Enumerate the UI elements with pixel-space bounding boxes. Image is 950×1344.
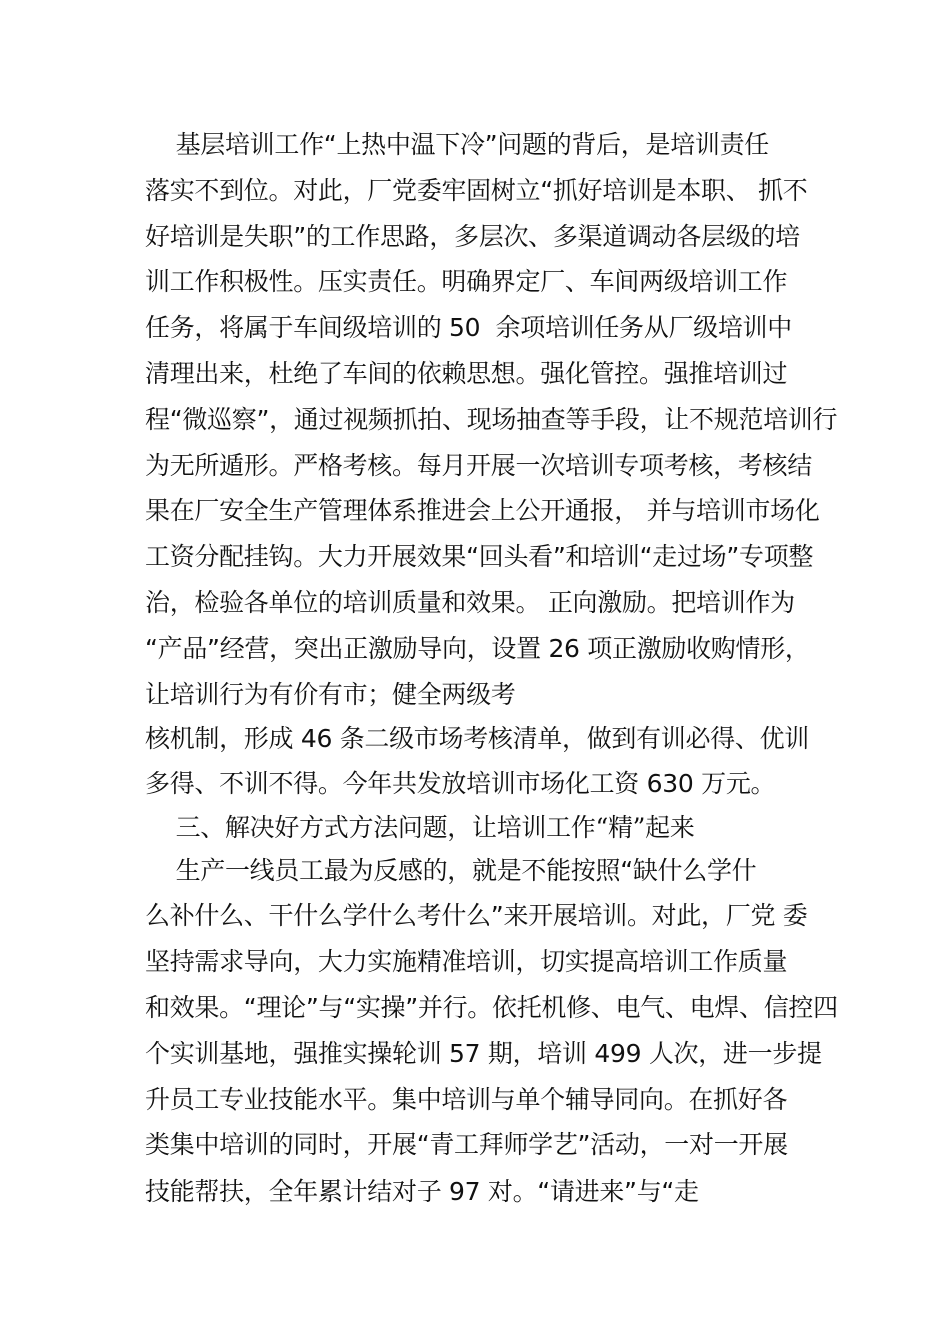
paragraph-line: 技能帮扶，全年累计结对子 97 对。“请进来”与“走 (145, 1177, 699, 1206)
paragraph-line: 坚持需求导向，大力实施精准培训，切实提高培训工作质量 (145, 947, 788, 976)
paragraph-line: 落实不到位。对此，厂党委牢固树立“抓好培训是本职、 抓不 (145, 176, 808, 205)
paragraph-line: 治，检验各单位的培训质量和效果。 正向激励。把培训作为 (145, 588, 795, 617)
paragraph-line: 工资分配挂钩。大力开展效果“回头看”和培训“走过场”专项整 (145, 542, 814, 571)
paragraph-line: 升员工专业技能水平。集中培训与单个辅导同向。在抓好各 (145, 1085, 788, 1114)
paragraph-line: 个实训基地，强推实操轮训 57 期，培训 499 人次，进一步提 (145, 1039, 822, 1068)
paragraph-line: 训工作积极性。压实责任。明确界定厂、车间两级培训工作 (145, 267, 788, 296)
paragraph-line: 让培训行为有价有市；健全两级考 (145, 680, 516, 709)
paragraph-line: 生产一线员工最为反感的，就是不能按照“缺什么学什 (145, 856, 757, 885)
paragraph-line: 么补什么、干什么学什么考什么”来开展培训。对此，厂党 委 (145, 901, 808, 930)
paragraph-line: 为无所遁形。严格考核。每月开展一次培训专项考核，考核结 (145, 451, 812, 480)
paragraph-line: 和效果。“理论”与“实操”并行。依托机修、电气、电焊、信控四 (145, 993, 838, 1022)
section-heading: 三、解决好方式方法问题，让培训工作“精”起来 (145, 813, 695, 842)
paragraph-line: 程“微巡察”，通过视频抓拍、现场抽查等手段，让不规范培训行 (145, 405, 838, 434)
paragraph-line: 任务，将属于车间级培训的 50 余项培训任务从厂级培训中 (145, 313, 792, 342)
paragraph-line: 果在厂安全生产管理体系推进会上公开通报， 并与培训市场化 (145, 496, 820, 525)
paragraph-line: 清理出来，杜绝了车间的依赖思想。强化管控。强推培训过 (145, 359, 788, 388)
paragraph-line: 多得、不训不得。今年共发放培训市场化工资 630 万元。 (145, 769, 776, 798)
paragraph-line: 好培训是失职”的工作思路，多层次、多渠道调动各层级的培 (145, 222, 800, 251)
paragraph-line: “产品”经营，突出正激励导向，设置 26 项正激励收购情形， (145, 634, 810, 663)
paragraph-line: 核机制，形成 46 条二级市场考核清单，做到有训必得、优训 (145, 724, 810, 753)
paragraph-line: 基层培训工作“上热中温下冷”问题的背后，是培训责任 (145, 130, 769, 159)
paragraph-line: 类集中培训的同时，开展“青工拜师学艺”活动，一对一开展 (145, 1130, 788, 1159)
